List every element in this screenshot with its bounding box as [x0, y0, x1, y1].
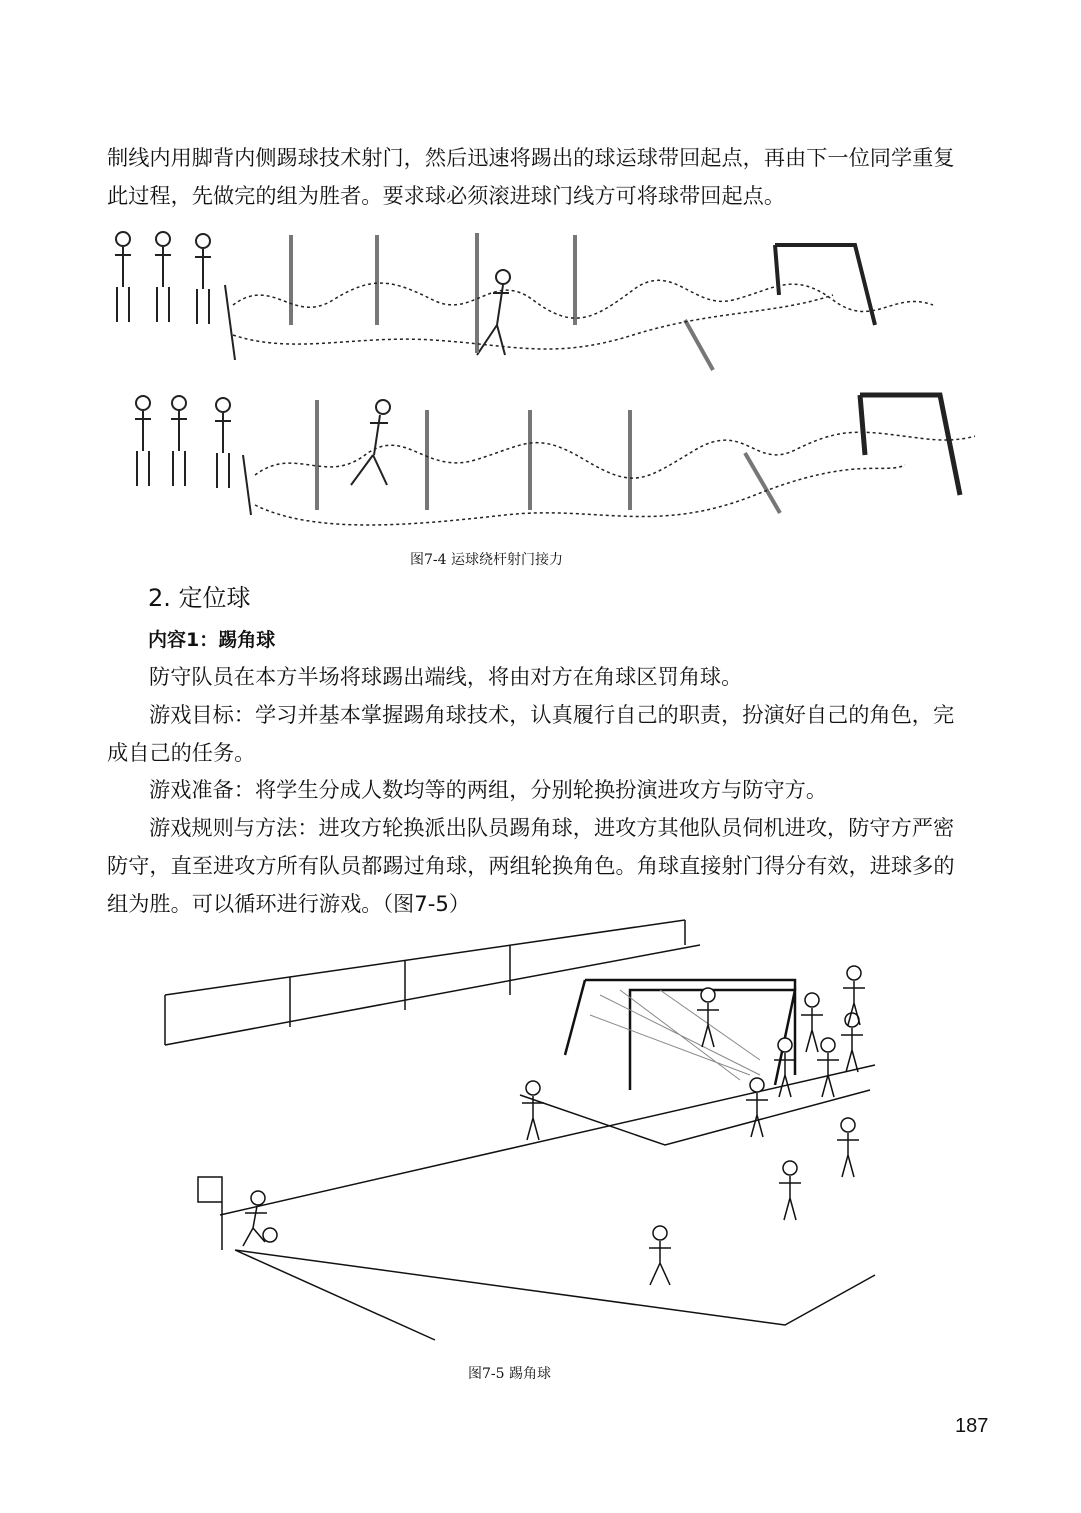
paragraph-2: 游戏目标：学习并基本掌握踢角球技术，认真履行自己的职责，扮演好自己的角色，完成自己的任务。 [107, 702, 955, 765]
figure-dribble-relay-illustration [105, 225, 975, 545]
figure-7-5-caption: 图7-5 踢角球 [468, 1366, 551, 1382]
players [243, 966, 865, 1285]
paragraph-3: 游戏准备：将学生分成人数均等的两组，分别轮换扮演进攻方与防守方。 [149, 777, 828, 802]
player-figures-top [115, 232, 510, 355]
subsection-heading: 内容1：踢角球 [148, 629, 276, 651]
figure-7-4-caption: 图7-4 运球绕杆射门接力 [410, 552, 563, 568]
intro-paragraph: 制线内用脚背内侧踢球技术射门，然后迅速将踢出的球运球带回起点，再由下一位同学重复此过程，先做完的组为胜者。要求球必须滚进球门线方可将球带回起点。 [107, 145, 955, 208]
paragraph-4: 游戏规则与方法：进攻方轮换派出队员踢角球，进攻方其他队员伺机进攻，防守方严密防守，直至进攻方所有队员都踢过角球，两组轮换角色。角球直接射门得分有效，进球多的组为胜。可以循环进行游戏。（图7-5） [107, 815, 955, 916]
paragraph-1: 防守队员在本方半场将球踢出端线，将由对方在角球区罚角球。 [149, 664, 743, 689]
figure-corner-kick-illustration [160, 915, 890, 1345]
section-heading: 2. 定位球 [148, 584, 251, 612]
page-number: 187 [955, 1415, 989, 1437]
